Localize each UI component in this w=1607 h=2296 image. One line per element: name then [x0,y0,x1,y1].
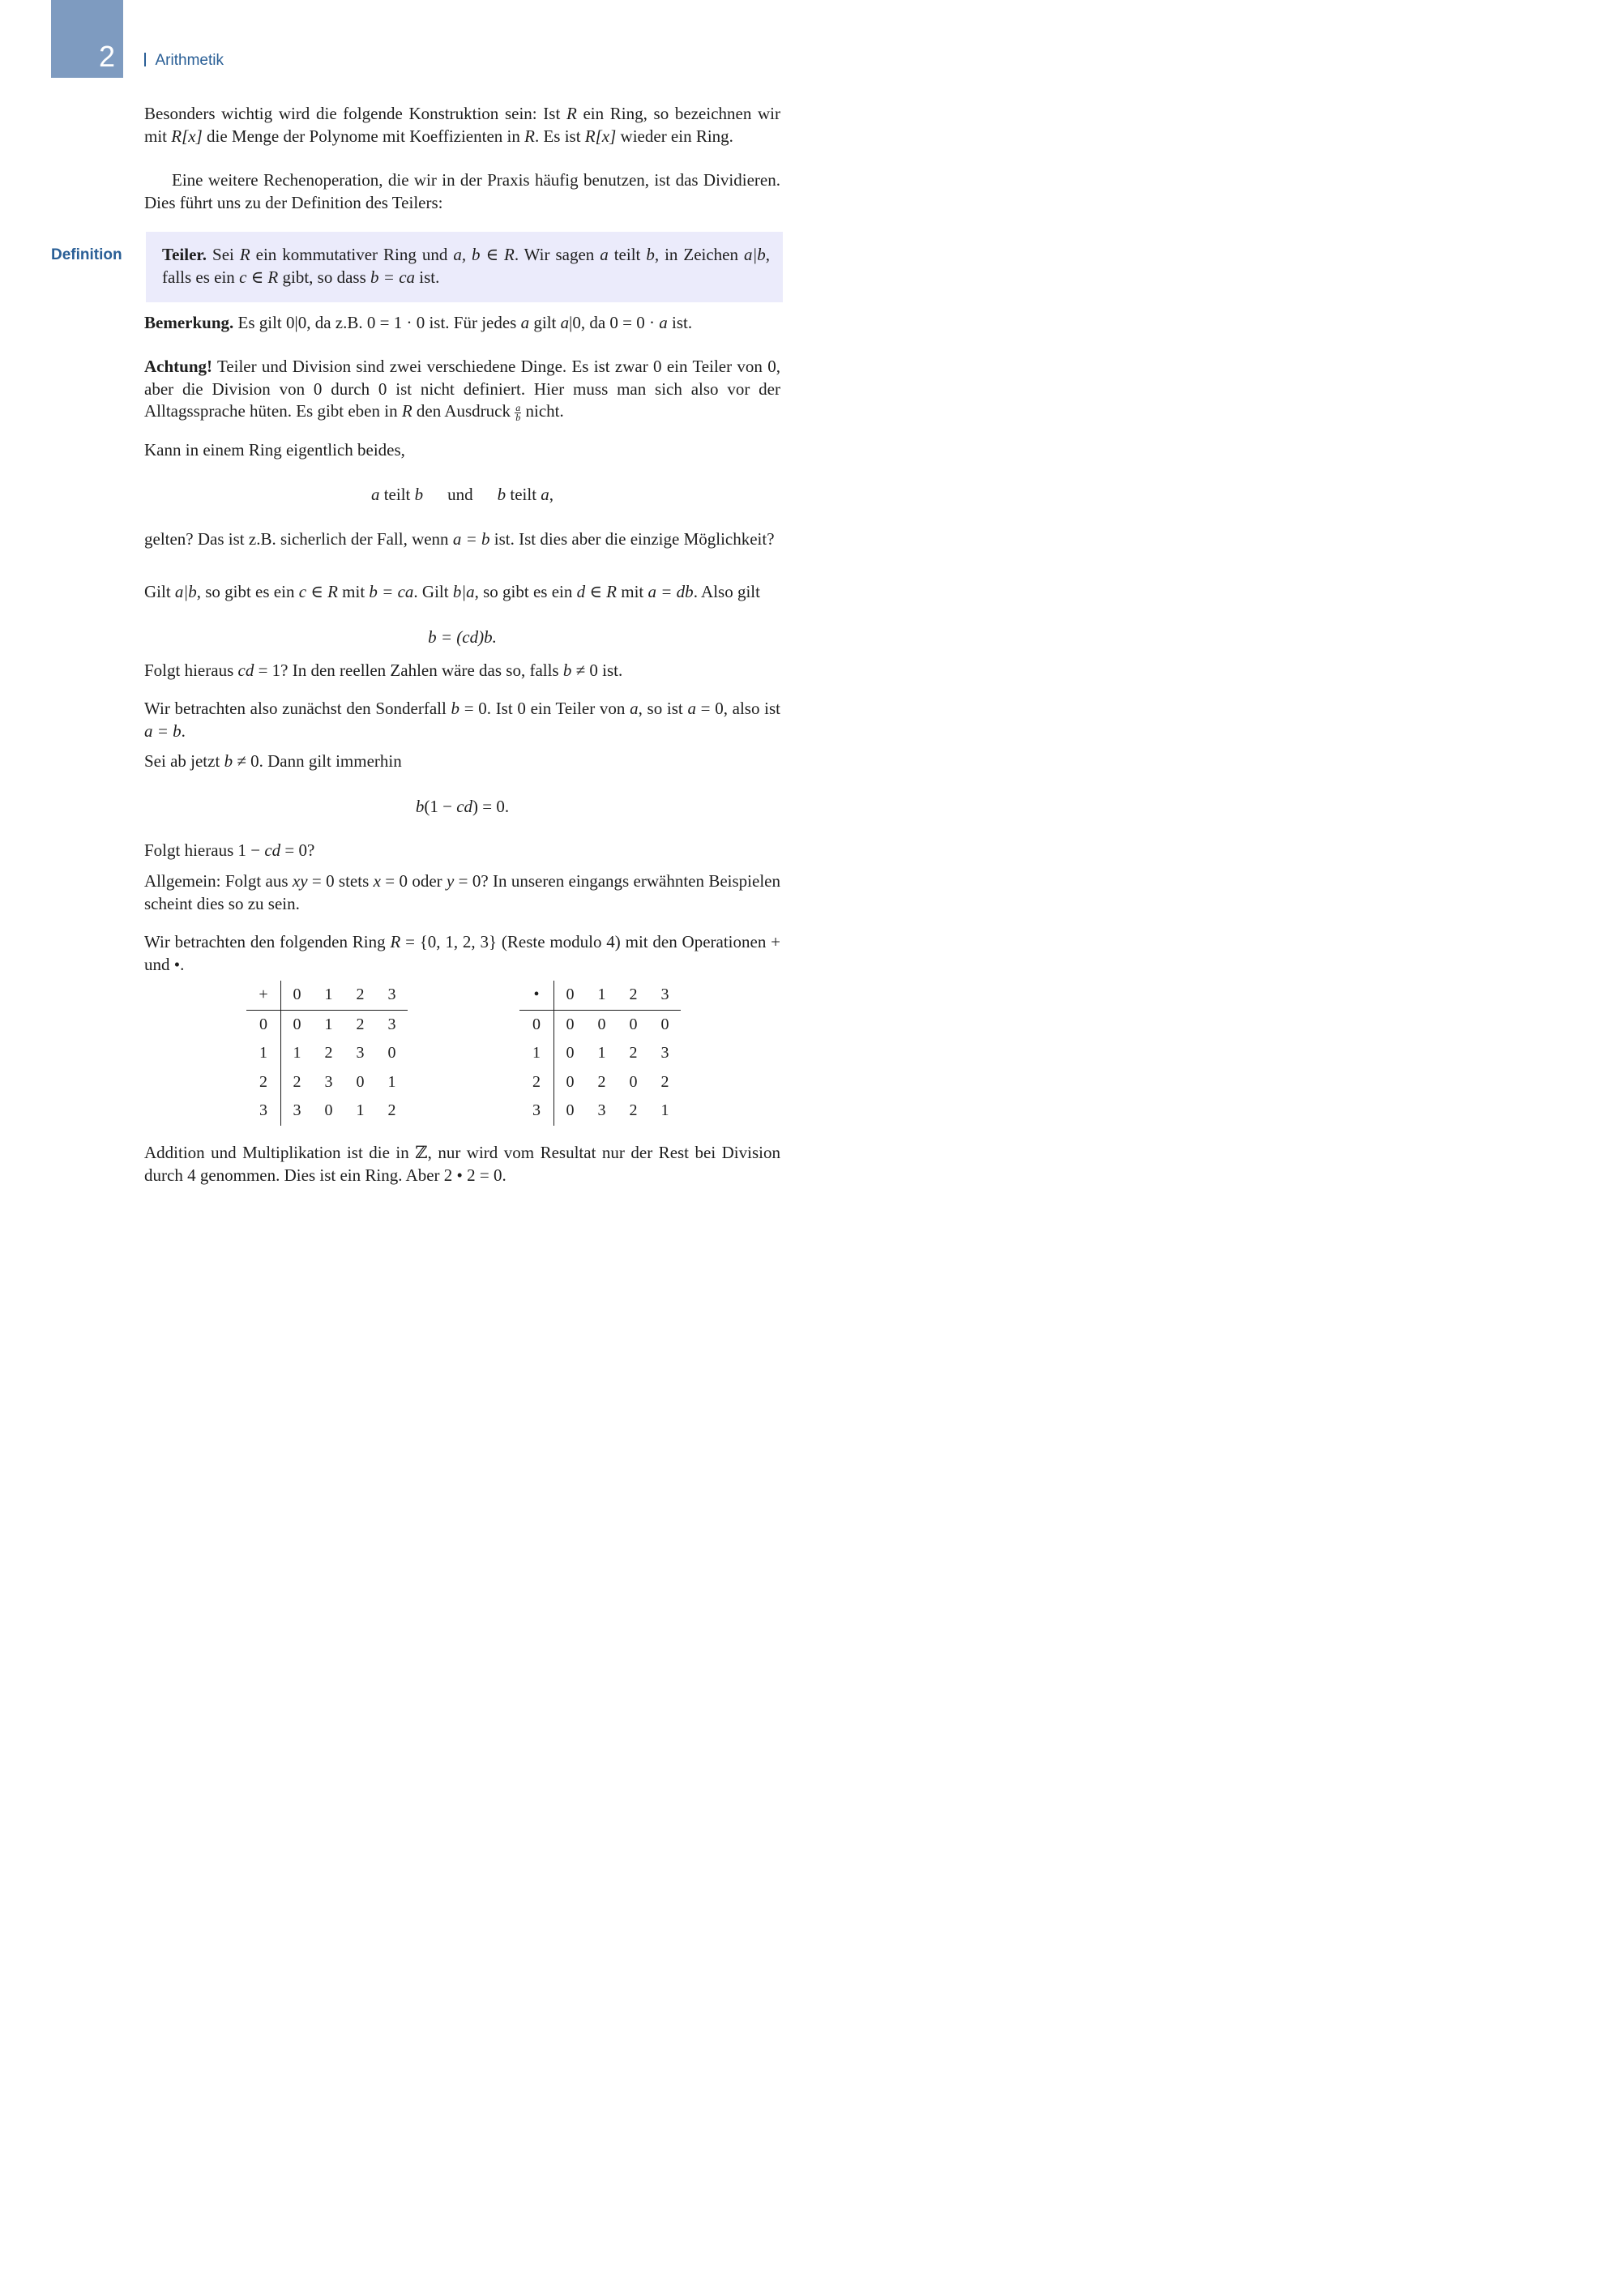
table-cell: 3 [324,1072,333,1091]
math: R [524,126,535,146]
table-op-symbol: + [246,981,281,1010]
table-cell: 0 [660,1015,669,1033]
text: Gilt [144,582,175,601]
table-cell: 0 [293,1015,301,1033]
table-cell: 2 [660,1072,669,1091]
text: den Ausdruck [412,401,515,421]
table-row [246,1068,408,1097]
text: Es gilt 0|0, da z.B. 0 = 1 · 0 ist. Für jedes [233,313,521,332]
math: b [451,699,460,718]
text: und [447,485,473,504]
math: b [562,661,572,680]
text: , nur wird vom Resultat nur der Rest bei Division durch 4 genommen. Dies ist ein Ring. Aber 2 • 2 = 0. [144,1143,780,1185]
text: , so ist [638,699,688,718]
text: wieder ein Ring. [616,126,733,146]
table-row-label: 1 [246,1039,281,1068]
table-cell: 0 [597,1015,606,1033]
text: Wir betrachten den folgenden Ring [144,932,391,951]
math: b [415,797,425,816]
text: Wir betrachten also zunächst den Sonderfall [144,699,451,718]
text: ) = 0. [472,797,510,816]
warning-term: Achtung! [144,357,213,376]
table-cell: 0 [566,1044,575,1062]
paragraph-allgemein [144,870,780,915]
math: a [659,313,668,332]
integers-symbol: ℤ [415,1143,428,1162]
math: b = ca [370,267,416,287]
warning-paragraph [144,356,780,423]
math: b [224,751,233,771]
table-cell: 0 [387,1044,396,1062]
text: mit [337,582,370,601]
table-row-label: 3 [519,1097,554,1126]
math: b|a [452,582,475,601]
text: die Menge der Polynome mit Koeffizienten in [202,126,525,146]
table-cell: 0 [566,1015,575,1033]
paragraph-divide: Eine weitere Rechenoperation, die wir in der Praxis häufig benutzen, ist das Dividieren. Dies führt uns zu der Definition des Teilers: [144,170,780,212]
text: (1 − [424,797,457,816]
table-cell: 1 [293,1044,301,1062]
table-row [246,1097,408,1126]
text: , so gibt es ein [196,582,299,601]
math: cd [237,661,254,680]
table-row [246,1010,408,1039]
text: ist. Ist dies aber die einzige Möglichkeit? [489,529,775,549]
paragraph-final [144,1142,780,1186]
text: Folgt hieraus [144,661,238,680]
text: Sei ab jetzt [144,751,224,771]
math: b = ca [369,582,414,601]
math: a [541,485,549,504]
definition-text [162,244,770,289]
text: , falls es ein [162,245,771,287]
text: . Also gilt [693,582,760,601]
math: a [560,313,570,332]
table-cell: 0 [566,1101,575,1120]
text: |0, da 0 = 0 · [569,313,660,332]
math: R [239,245,250,264]
table-header-cell: 2 [618,981,649,1010]
text: gibt, so dass [278,267,371,287]
table-row [519,1097,681,1126]
table-cell: 2 [387,1101,396,1120]
table-row-label: 3 [246,1097,281,1126]
table-cell: 2 [629,1101,638,1120]
table-header-cell: 0 [281,981,314,1010]
definition-label: Definition [51,246,122,263]
text: ≠ 0. Dann gilt immerhin [233,751,402,771]
text: . Es ist [534,126,585,146]
definition-term: Teiler. [162,245,207,264]
table-cell: 3 [356,1044,365,1062]
text: Besonders wichtig wird die folgende Konstruktion sein: Ist [144,104,566,123]
table-row-label: 0 [246,1010,281,1039]
table-cell: 3 [293,1101,301,1120]
text: nicht. [521,401,564,421]
math: a, b ∈ R [453,245,515,264]
text: ein kommutativer Ring und [250,245,454,264]
table-cell: 1 [387,1072,396,1091]
definition-box [146,232,783,302]
fraction-numerator: a [515,402,521,413]
text: teilt [608,245,647,264]
table-cell: 1 [324,1015,333,1033]
table-op-symbol: • [519,981,554,1010]
table-cell: 2 [597,1072,606,1091]
table-cell: 2 [356,1015,365,1033]
running-head [144,51,224,71]
running-head-bar [144,53,146,66]
text: Teiler und Division sind zwei verschiedene Dinge. Es ist zwar 0 ein Teiler von 0, aber die Division von 0 durch 0 ist nicht definiert. Hier muss man sich also vor der Alltagssprache hüten. Es gibt eben in [144,357,780,421]
math: a [630,699,639,718]
text: . Gilt [413,582,453,601]
math: a [520,313,530,332]
math: c ∈ R [239,267,279,287]
table-row [519,1010,681,1039]
text: gilt [529,313,561,332]
math: R [390,932,401,951]
text: , [549,485,554,504]
table-row [519,1039,681,1068]
text: . Wir sagen [514,245,600,264]
text: , so gibt es ein [474,582,577,601]
paragraph-sonderfall [144,698,780,742]
math: c ∈ R [298,582,338,601]
math: b [414,485,424,504]
text: teilt [379,485,415,504]
math: a|b [743,245,766,264]
text: ein Ring, so bezeichnen wir mit [144,104,781,146]
table-header-row [246,981,408,1010]
table-cell: 3 [597,1101,606,1120]
table-cell: 2 [324,1044,333,1062]
text: Allgemein: Folgt aus [144,871,293,891]
chapter-tab [51,0,123,78]
table-header-cell: 3 [376,981,408,1010]
table-cell: 1 [356,1101,365,1120]
text: = 1? In den reellen Zahlen wäre das so, falls [254,661,563,680]
chapter-number: 2 [98,40,115,73]
paragraph-ring [144,931,780,976]
math: b [497,485,506,504]
remark-paragraph [144,312,780,335]
math: d ∈ R [576,582,617,601]
display-b-cd-b: b = (cd)b. [428,627,497,647]
paragraph-folgt-cd [144,660,780,682]
multiplication-table [519,981,681,1126]
text: = 0? In unseren eingangs erwähnten Beispielen scheint dies so zu sein. [144,871,780,913]
text: . [181,720,186,741]
table-header-cell: 1 [313,981,344,1010]
text: = {0, 1, 2, 3} (Reste modulo 4) mit den Operationen + und •. [144,932,780,974]
display-teilt [144,484,780,506]
math: xy [292,871,308,891]
table-cell: 0 [629,1072,638,1091]
math: a [687,699,696,718]
table-cell: 3 [387,1015,396,1033]
table-cell: 2 [629,1044,638,1062]
paragraph-intro [144,103,780,148]
display-b-1-cd [144,796,780,818]
text: gelten? Das ist z.B. sicherlich der Fall, wenn [144,529,453,549]
paragraph-gilt [144,581,780,604]
table-cell: 0 [629,1015,638,1033]
table-header-cell: 1 [586,981,618,1010]
table-cell: 1 [660,1101,669,1120]
paragraph-sei [144,750,780,773]
table-row-label: 2 [246,1068,281,1097]
text: = 0? [280,840,315,860]
text: ist. [667,313,693,332]
math: cd [264,840,281,860]
table-header-cell: 2 [344,981,376,1010]
table-row-label: 2 [519,1068,554,1097]
running-head-title: Arithmetik [155,52,224,69]
text: = 0. Ist 0 ein Teiler von [459,699,630,718]
text: ≠ 0 ist. [571,661,623,680]
table-cell: 0 [566,1072,575,1091]
paragraph-question: Kann in einem Ring eigentlich beides, [144,440,405,460]
remark-term: Bemerkung. [144,313,234,332]
text: teilt [506,485,541,504]
math: a = b [144,720,182,741]
text: mit [617,582,648,601]
text: = 0 oder [380,871,447,891]
table-header-cell: 3 [649,981,681,1010]
paragraph-gelten [144,528,780,551]
text: , in Zeichen [654,245,744,264]
fraction-denominator: b [515,412,521,423]
table-cell: 0 [324,1101,333,1120]
table-cell: 1 [597,1044,606,1062]
math: a [600,245,609,264]
math: a|b [174,582,197,601]
table-row [519,1068,681,1097]
text: = 0, also ist [695,699,781,718]
table-header-cell: 0 [554,981,587,1010]
math: R [401,401,412,421]
table-cell: 3 [660,1044,669,1062]
math: a = db [648,582,694,601]
math: a = b [452,529,490,549]
text: Sei [207,245,240,264]
addition-table [246,981,408,1126]
table-cell: 2 [293,1072,301,1091]
table-header-row [519,981,681,1010]
math: b [646,245,655,264]
table-row-label: 1 [519,1039,554,1068]
text: Addition und Multiplikation ist die in [144,1143,416,1162]
math: R [566,104,577,123]
math: R[x] [171,126,203,146]
math: R[x] [584,126,617,146]
math: y [447,871,455,891]
paragraph-folgt-1-cd [144,840,780,862]
math: x [373,871,381,891]
math: cd [456,797,473,816]
math: a [370,485,380,504]
text: ist. [415,267,440,287]
table-cell: 0 [356,1072,365,1091]
text: = 0 stets [307,871,374,891]
table-row [246,1039,408,1068]
table-row-label: 0 [519,1010,554,1039]
text: Folgt hieraus 1 − [144,840,265,860]
